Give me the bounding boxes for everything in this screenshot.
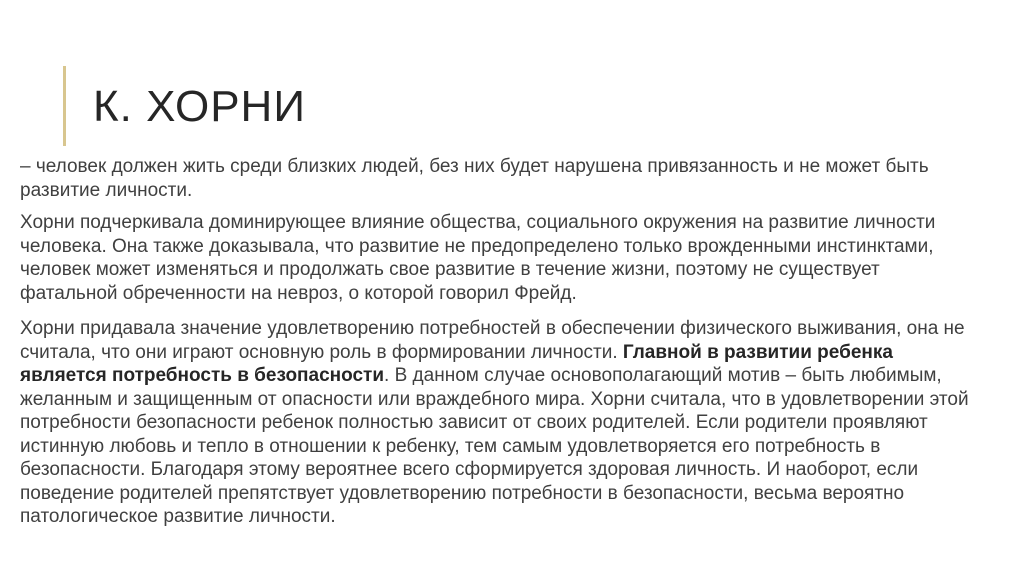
paragraph-safety-need <box>20 317 980 529</box>
paragraph-definition: – человек должен жить среди близких людей, без них будет нарушена привязанность и не может быть развитие личности. <box>20 156 929 201</box>
title-accent-bar <box>63 66 66 146</box>
slide-title: К. ХОРНИ <box>93 82 306 131</box>
paragraph-society-influence: Хорни подчеркивала доминирующее влияние общества, социального окружения на развитие личности человека. Она также доказывала, что развитие не предопределено только врожденными инстинктами, человек может изменяться и продолжать свое развитие в течение жизни, поэтому не существует фатальной обреченности на невроз, о которой говорил Фрейд. <box>20 212 936 304</box>
paragraph-safety-need-emphasis: Главной в развитии ребенка является потребность в безопасности <box>20 341 893 386</box>
slide-body <box>20 155 980 536</box>
paragraph-safety-need-start: Хорни придавала значение удовлетворению потребностей в обеспечении физического выживания, она не считала, что они играют основную роль в формировании личности. <box>20 318 965 363</box>
paragraph-safety-need-end: . В данном случае основополагающий мотив – быть любимым, желанным и защищенным от опасности или враждебного мира. Хорни считала, что в удовлетворении этой потребности безопасности ребенок полностью зависит от своих родителей. Если родители проявляют истинную любовь и тепло в отношении к ребенку, тем самым удовлетворяется его потребность в безопасности. Благодаря этому вероятнее всего сформируется здоровая личность. И наоборот, если поведение родителей препятствует удовлетворению потребности в безопасности, весьма вероятно патологическое развитие личности. <box>20 365 969 527</box>
